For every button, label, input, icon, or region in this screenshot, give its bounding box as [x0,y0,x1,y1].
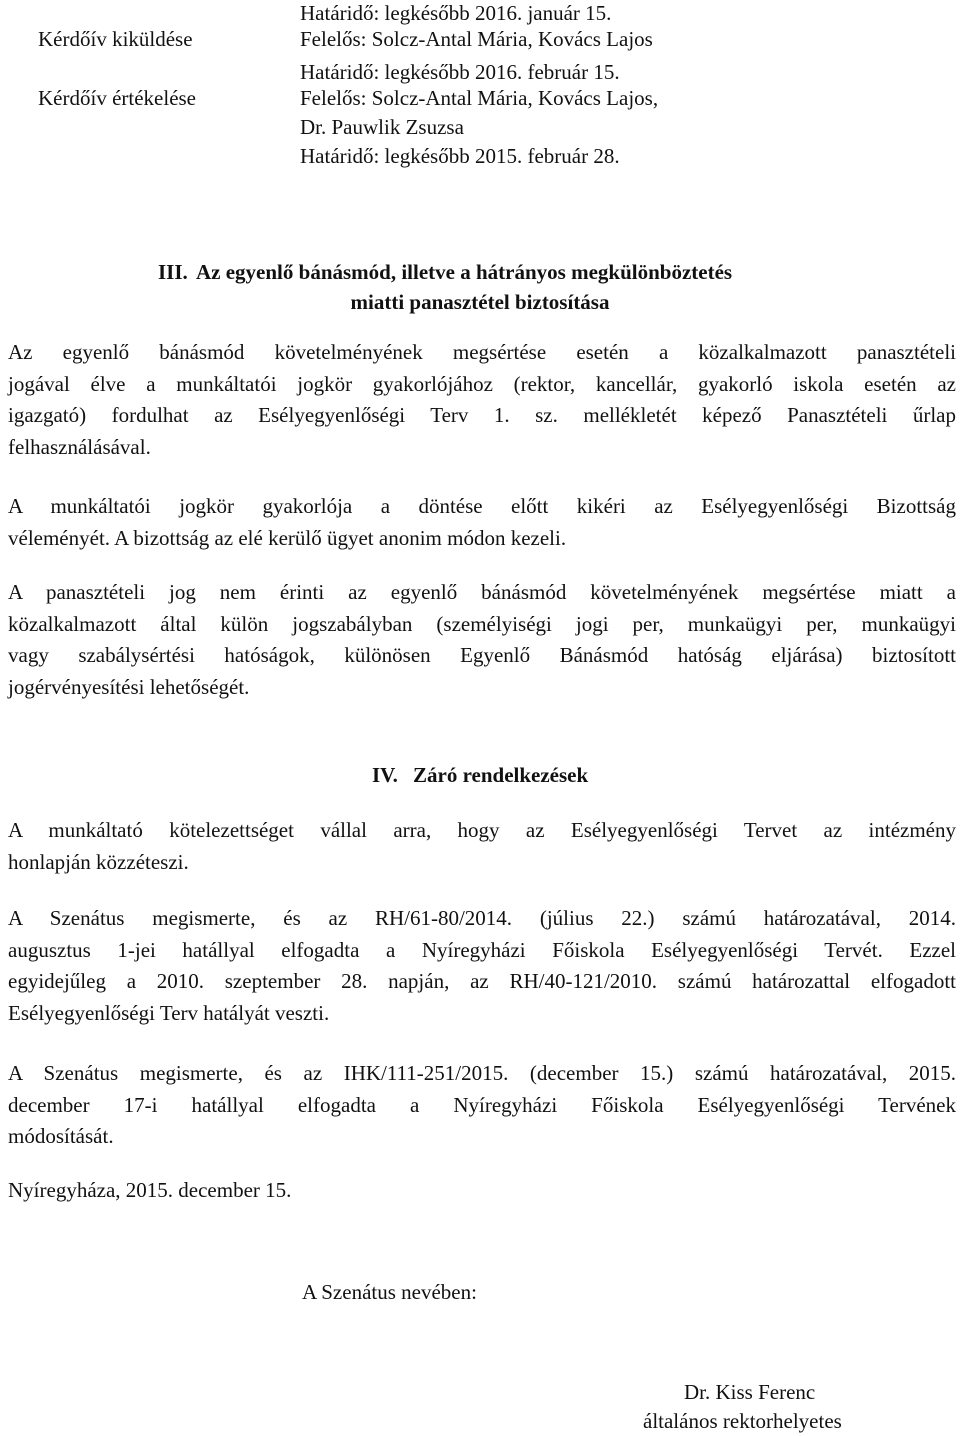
schedule-line: Felelős: Solcz-Antal Mária, Kovács Lajos, [300,86,659,110]
schedule-label-ertekeles: Kérdőív értékelése [38,86,197,110]
section-3-title-line2: miatti panasztétel biztosítása [350,290,610,314]
text-line: jogával élve a munkáltatói jogkör gyakorlójához (rektor, kancellár, gyakorló iskola esetén az [8,371,956,396]
text-line: módosítását. [8,1124,114,1149]
text-line: véleményét. A bizottság az elé kerülő ügyet anonim módon kezeli. [8,525,567,550]
text-line: december 17-i hatállyal elfogadta a Nyíregyházi Főiskola Esélyegyenlőségi Tervének [8,1092,956,1117]
text-line: A munkáltatói jogkör gyakorlója a döntése előtt kikéri az Esélyegyenlőségi Bizottság [8,494,956,518]
section-3-paragraph-1 [8,337,956,464]
text-line: A Szenátus megismerte, és az IHK/111-251/2015. (december 15.) számú határozatával, 2015. [8,1061,956,1085]
schedule-line: Dr. Pauwlik Zsuzsa [300,115,464,139]
signature-on-behalf: A Szenátus nevében: [302,1280,477,1304]
section-3-number: III. [158,260,188,284]
text-line: közalkalmazott által külön jogszabályban (személyiségi jogi per, munkaügyi per, munkaügyi [8,611,956,636]
signature-title: általános rektorhelyetes [643,1409,842,1433]
text-line: A panasztételi jog nem érinti az egyenlő bánásmód követelményének megsértése miatt a [8,580,956,604]
section-4-paragraph-1 [8,815,956,878]
schedule-label-kuldes: Kérdőív kiküldése [38,27,193,51]
signature-name: Dr. Kiss Ferenc [684,1380,816,1404]
schedule-line: Határidő: legkésőbb 2015. február 28. [300,144,620,168]
section-4-title: Záró rendelkezések [413,763,589,787]
text-line: augusztus 1-jei hatállyal elfogadta a Nyíregyházi Főiskola Esélyegyenlőségi Tervét. Ezzel [8,937,956,962]
section-4-paragraph-3 [8,1058,956,1153]
text-line: A munkáltató kötelezettséget vállal arra, hogy az Esélyegyenlőségi Tervet az intézmény [8,818,956,842]
text-line: egyidejűleg a 2010. szeptember 28. napján, az RH/40-121/2010. számú határozattal elfogadott [8,969,956,994]
text-line: A Szenátus megismerte, és az RH/61-80/2014. (július 22.) számú határozatával, 2014. [8,906,956,930]
schedule-line: Felelős: Solcz-Antal Mária, Kovács Lajos [300,27,653,51]
text-line: Az egyenlő bánásmód követelményének megsértése esetén a közalkalmazott panasztételi [8,340,956,364]
schedule-line: Határidő: legkésőbb 2016. február 15. [300,60,620,84]
text-line: jogérvényesítési lehetőségét. [8,675,250,700]
section-4-paragraph-2 [8,903,956,1030]
place-date: Nyíregyháza, 2015. december 15. [8,1178,292,1202]
schedule-line: Határidő: legkésőbb 2016. január 15. [300,1,612,25]
text-line: vagy szabálysértési hatóságok, különösen Egyenlő Bánásmód hatóság eljárása) biztosított [8,643,956,668]
text-line: Esélyegyenlőségi Terv hatályát veszti. [8,1001,330,1026]
text-line: felhasználásával. [8,435,151,460]
section-3-paragraph-2 [8,491,956,554]
section-3-paragraph-3 [8,577,956,704]
section-4-number: IV. [372,763,398,787]
section-3-title-line1: Az egyenlő bánásmód, illetve a hátrányos megkülönböztetés [196,260,733,284]
text-line: honlapján közzéteszi. [8,849,189,874]
text-line: igazgató) fordulhat az Esélyegyenlőségi Terv 1. sz. mellékletét képező Panasztételi űrlap [8,403,956,428]
